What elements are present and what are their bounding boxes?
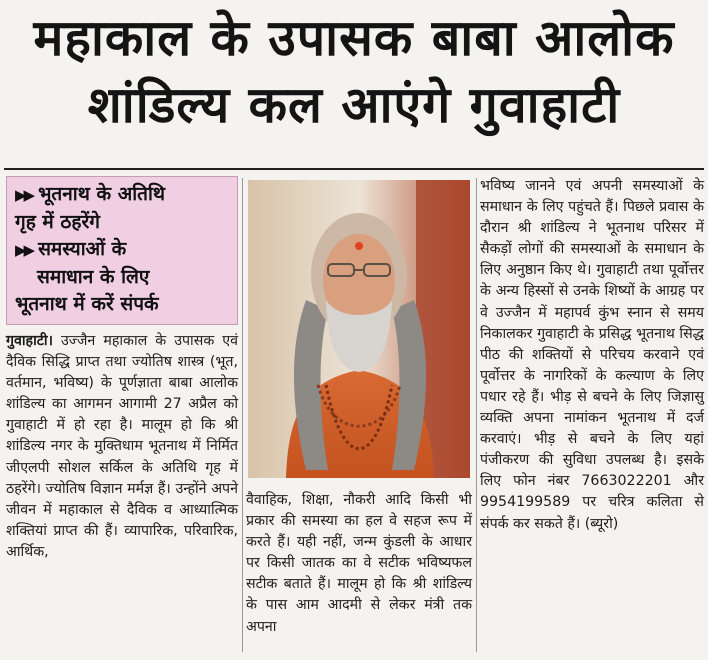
highlight-box [6,176,238,325]
article-column-1 [6,176,238,563]
photo-baba-alok-shandilya [248,180,470,478]
headline-line-2: शांडिल्य कल आएंगे गुवाहाटी [87,76,621,134]
highlight-line: भूतनाथ में करें संपर्क [15,293,159,315]
portrait-image [248,180,470,478]
article-paragraph-3: भविष्य जानने एवं अपनी समस्याओं के समाधान के लिए पहुंचते हैं। पिछले प्रवास के दौरान श्री शांडिल्य ने भूतनाथ परिसर में सैकड़ों लोगों की समस्याओं के समाधान के लिए अनुष्ठान किए थे। गुवाहाटी तथा पूर्वोत्तर के अन्य हिस्सों से उनके शिष्यों के आग्रह पर वे उज्जैन में महापर्व कुंभ स्नान से समय निकालकर गुवाहाटी के प्रसिद्ध भूतनाथ सिद्ध पीठ की शक्तियों से परिचय करवाने एवं पूर्वोत्तर के नागरिकों के कल्याण के लिए पधार रहे हैं। भीड़ से बचने के लिए जिज्ञासु व्यक्ति अपना नामांकन भूतनाथ में दर्ज करवाएं। भीड़ से बचने के लिए यहां पंजीकरण की सुविधा उपलब्ध है। इसके लिए फोन नंबर 7663022201 और 9954199589 पर चरित्र कलिता से संपर्क कर सकते हैं। (ब्यूरो) [480,178,704,532]
highlight-line: समस्याओं के [38,238,127,260]
highlight-line: गृह में ठहरेंगे [15,211,100,233]
article-text-1: उज्जैन महाकाल के उपासक एवं दैविक सिद्धि प्राप्त तथा ज्योतिष शास्त्र (भूत, वर्तमान, भविष्य) के पूर्णज्ञाता बाबा आलोक शांडिल्य का आगमन आगामी 27 अप्रैल को गुवाहाटी में हो रहा है। मालूम हो कि श्री शांडिल्य नगर के मुक्तिधाम भूतनाथ में निर्मित जीएलपी सोशल सर्किल के अतिथि गृह में ठहरेंगे। ज्योतिष विज्ञान मर्मज्ञ हैं। उन्होंने अपने जीवन में महाकाल से दैविक व आध्यात्मिक शक्तियां प्राप्त की हैं। व्यापारिक, परिवारिक, आर्थिक, [6,333,238,560]
highlight-line: समाधान के लिए [37,266,150,288]
article-column-2 [246,490,472,638]
headline-rule [4,168,704,170]
article-paragraph-1 [6,331,238,563]
dateline: गुवाहाटी। [6,333,53,349]
highlight-line: भूतनाथ के अतिथि [38,183,166,205]
highlight-point-2 [15,236,233,264]
article-column-3 [480,176,704,535]
article-paragraph-2: वैवाहिक, शिक्षा, नौकरी आदि किसी भी प्रकार की समस्या का हल वे सहज रूप में करते हैं। यही नहीं, जन्म कुंडली के आधार पर किसी जातक का वे सटीक भविष्यफल सटीक बताते हैं। मालूम हो कि श्री शांडिल्य के पास आम आदमी से लेकर मंत्री तक अपना [246,492,472,635]
double-arrow-icon: ▶▶ [15,241,33,259]
column-divider [242,178,243,652]
highlight-point-1 [15,181,233,209]
headline-line-1: महाकाल के उपासक बाबा आलोक [33,9,675,67]
double-arrow-icon: ▶▶ [15,186,33,204]
column-divider [476,178,477,652]
headline [0,6,708,140]
